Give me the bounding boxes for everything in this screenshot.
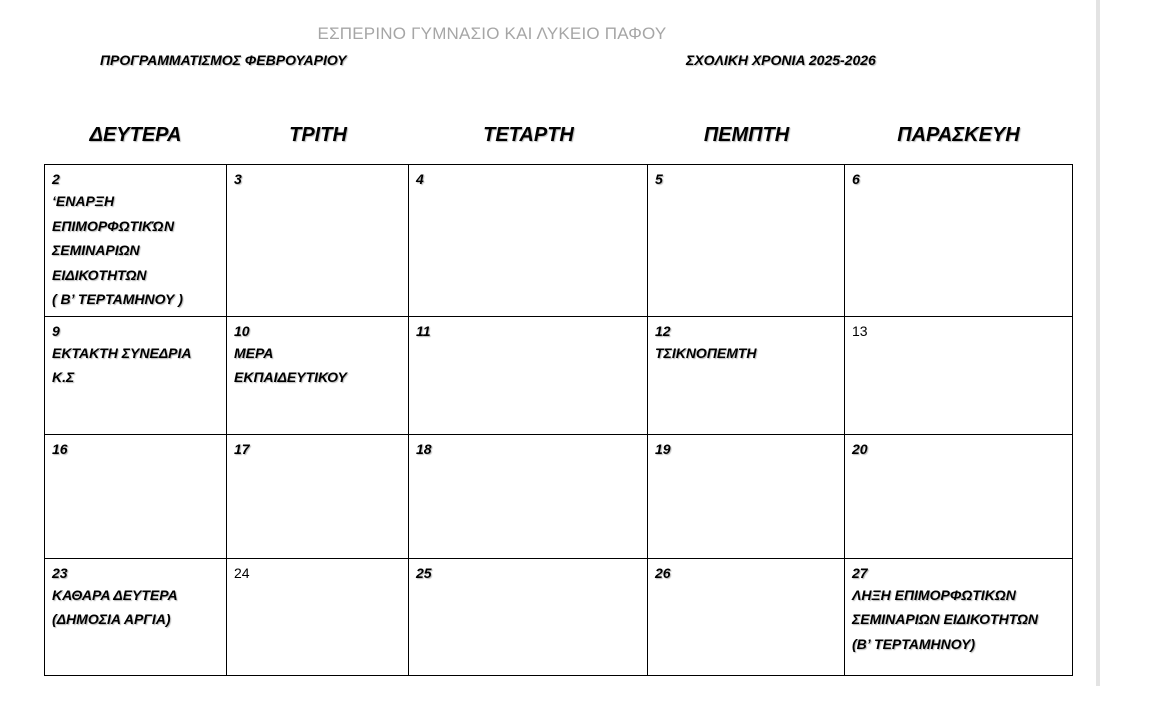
weekday-thursday: ΠΕΜΠΤΗ [703, 124, 790, 146]
day-number: 19 [655, 440, 671, 457]
day-number: 16 [52, 440, 68, 457]
calendar-week-row [45, 558, 1073, 675]
calendar-day-cell[interactable] [227, 165, 409, 317]
calendar-day-cell[interactable] [409, 316, 648, 434]
day-number: 12 [655, 322, 671, 339]
day-number: 24 [234, 564, 250, 581]
calendar-day-cell[interactable] [45, 434, 227, 558]
calendar-day-cell[interactable] [648, 316, 845, 434]
day-number: 23 [52, 564, 68, 581]
calendar-day-cell[interactable] [845, 558, 1073, 675]
day-number: 27 [852, 564, 868, 581]
day-number: 4 [416, 171, 424, 187]
calendar-table [44, 164, 1073, 676]
school-year: ΣΧΟΛΙΚΗ ΧΡΟΝΙΑ 2025-2026 [686, 52, 876, 68]
weekday-wednesday: ΤΕΤΑΡΤΗ [483, 124, 574, 146]
calendar-day-cell[interactable] [845, 434, 1073, 558]
event-text-line: ΕΙΔΙΚΟΤΗΤΩΝ [52, 266, 147, 283]
day-number: 18 [416, 440, 432, 457]
calendar-day-cell[interactable] [845, 165, 1073, 317]
calendar-day-cell[interactable] [227, 558, 409, 675]
calendar-day-cell[interactable] [409, 558, 648, 675]
event-text-line: ΕΚΤΑΚΤΗ ΣΥΝΕΔΡΙΑ [52, 344, 192, 361]
event-text-line: ΣΕΜΙΝΑΡΙΩΝ [52, 242, 140, 258]
day-number: 3 [234, 171, 242, 187]
calendar-day-cell[interactable] [409, 165, 648, 317]
day-number: 2 [52, 171, 60, 187]
calendar-day-cell[interactable] [227, 434, 409, 558]
day-number: 26 [655, 564, 671, 581]
day-number: 6 [852, 171, 860, 187]
event-text-line: (Β’ ΤΕΡΤΑΜΗΝΟΥ) [852, 635, 976, 652]
calendar-day-cell[interactable] [845, 316, 1073, 434]
calendar-day-cell[interactable] [45, 558, 227, 675]
event-text-line: ( Β’ ΤΕΡΤΑΜΗΝΟΥ ) [52, 291, 183, 307]
event-text-line: ΣΕΜΙΝΑΡΙΩΝ ΕΙΔΙΚΟΤΗΤΩΝ [852, 611, 1039, 627]
weekday-monday: ΔΕΥΤΕΡΑ [89, 124, 182, 146]
day-number: 11 [416, 322, 431, 339]
day-number: 17 [234, 440, 250, 457]
page-margin-gutter [1096, 0, 1152, 686]
weekday-header-row [44, 124, 1072, 150]
event-text-line: (ΔΗΜΟΣΙΑ ΑΡΓΙΑ) [52, 611, 171, 627]
event-text-line: ΕΚΠΑΙΔΕΥΤΙΚΟΥ [234, 369, 347, 385]
calendar-day-cell[interactable] [648, 165, 845, 317]
plan-title: ΠΡΟΓΡΑΜΜΑΤΙΣΜΟΣ ΦΕΒΡΟΥΑΡΙΟΥ [100, 52, 347, 68]
event-text-line: ΜΕΡΑ [234, 344, 274, 361]
day-number: 10 [234, 322, 250, 339]
event-text-line: ΕΠΙΜΟΡΦΩΤΙΚΏΝ [52, 217, 175, 234]
event-text-line: Κ.Σ [52, 369, 75, 385]
school-name: ΕΣΠΕΡΙΝΟ ΓΥΜΝΑΣΙΟ ΚΑΙ ΛΥΚΕΙΟ ΠΑΦΟΥ [317, 24, 667, 43]
calendar-day-cell[interactable] [648, 558, 845, 675]
event-text-line: ΤΣΙΚΝΟΠΕΜΤΗ [655, 344, 757, 361]
calendar-week-row [45, 165, 1073, 317]
calendar-day-cell[interactable] [45, 165, 227, 317]
day-number: 9 [52, 322, 60, 339]
calendar-day-cell[interactable] [45, 316, 227, 434]
calendar-day-cell[interactable] [648, 434, 845, 558]
calendar-week-row [45, 316, 1073, 434]
weekday-friday: ΠΑΡΑΣΚΕΥΗ [897, 124, 1020, 146]
day-number: 5 [655, 171, 663, 187]
day-number: 20 [852, 440, 868, 457]
event-text-line: ΚΑΘΑΡΑ ΔΕΥΤΕΡΑ [52, 586, 178, 603]
day-number: 13 [852, 322, 868, 339]
weekday-tuesday: ΤΡΙΤΗ [289, 124, 347, 146]
calendar-day-cell[interactable] [409, 434, 648, 558]
event-text-line: ‘ΕΝΑΡΞΗ [52, 193, 115, 209]
event-text-line: ΛΗΞΗ ΕΠΙΜΟΡΦΩΤΙΚΩΝ [852, 586, 1016, 603]
calendar-week-row [45, 434, 1073, 558]
calendar-day-cell[interactable] [227, 316, 409, 434]
day-number: 25 [416, 564, 432, 581]
